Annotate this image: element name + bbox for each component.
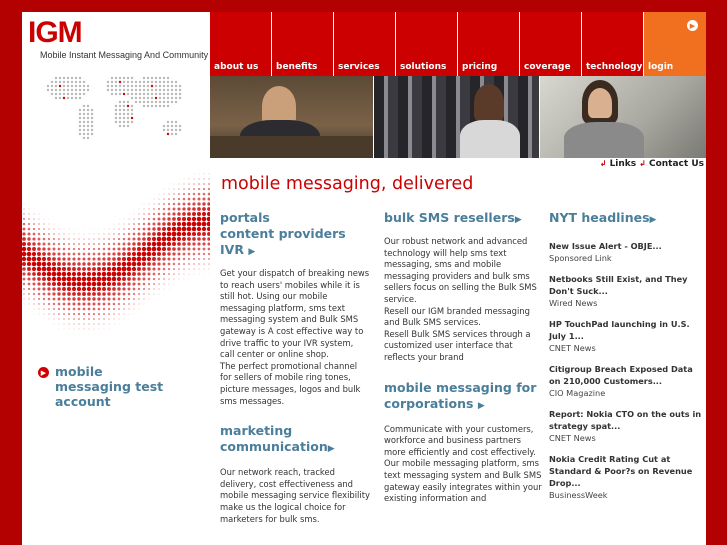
marketing-body: Our network reach, tracked delivery, cost effectiveness and mobile messaging service flexibility make us the logical choice for marketers for bulk sms. [220,467,370,524]
corner-arrow-icon: ↲ [639,159,646,168]
triangle-right-icon: ▶ [248,247,256,257]
top-links [210,159,706,173]
nav-tab-benefits[interactable]: benefits [272,12,334,76]
test-account-link[interactable]: mobile messaging test account [55,364,164,409]
arrow-circle-icon: ▶ [38,367,49,378]
column-resellers [384,210,542,505]
triangle-right-icon: ▶ [649,215,657,225]
red-wave-graphic [22,162,210,362]
corporations-body: Communicate with your customers, workforce and business partners more efficiently and cost effectively. Our mobile messaging platform, sms text messaging system and Bulk SMS gateway easily integrates within your existing information and [384,423,542,504]
contact-us-link[interactable]: Contact Us [648,159,704,169]
logo[interactable]: IGM [28,16,82,49]
corporations-heading[interactable]: mobile messaging for corporations ▶ [384,379,537,411]
news-item[interactable]: HP TouchPad launching in U.S. July 1... CNET News [549,319,690,353]
left-column [22,12,210,545]
nav-tab-technology[interactable]: technology [582,12,644,76]
world-map-graphic [38,66,198,152]
photo-sunglasses-shop [374,76,540,158]
column-portals [220,210,370,525]
corner-arrow-icon: ↲ [599,159,607,168]
nav-tab-coverage[interactable]: coverage [520,12,582,76]
triangle-right-icon: ▶ [514,215,522,225]
page-title: mobile messaging, delivered [221,174,474,194]
links-link[interactable]: Links [609,159,637,169]
nav-tab-services[interactable]: services [334,12,396,76]
nav-tab-about-us[interactable]: about us [210,12,272,76]
triangle-right-icon: ▶ [327,444,335,455]
page-frame [22,12,706,545]
news-item[interactable]: New Issue Alert - OBJE... Sponsored Link [549,241,662,263]
resellers-body: Our robust network and advanced technology will help sms text messaging, sms and mobile messaging providers and bulk sms sellers focus on selling the Bulk SMS service. Resell our IGM branded messaging and Bulk SMS services. Resell Bulk SMS services through a customized user interface that reflects your brand [384,236,537,362]
arrow-circle-icon: ▶ [687,20,698,31]
tagline: Mobile Instant Messaging And Community [40,50,209,60]
nav-tab-solutions[interactable]: solutions [396,12,458,76]
nav-tab-pricing[interactable]: pricing [458,12,520,76]
main-nav [210,12,706,76]
photo-banner [210,76,706,158]
column-headlines [549,210,706,510]
resellers-heading[interactable]: bulk SMS resellers▶ [384,210,522,225]
news-item[interactable]: Citigroup Breach Exposed Data on 210,000 Customers... CIO Magazine [549,364,693,398]
marketing-heading[interactable]: marketing communication▶ [220,423,335,455]
portals-body: Get your dispatch of breaking news to reach users' mobiles while it is still hot. Using our mobile messaging platform, sms text messaging system and Bulk SMS gateway is A cost effective way to drive traffic to your IVR system, call center or online shop. The perfect promotional channel for sellers of mobile ring tones, picture messages, logos and bulk sms messages. [220,268,370,406]
news-item[interactable]: Report: Nokia CTO on the outs in strategy spat... CNET News [549,409,702,443]
headlines-heading[interactable]: NYT headlines▶ [549,210,657,225]
photo-news-anchor [210,76,374,158]
triangle-right-icon: ▶ [477,400,485,411]
news-list [549,240,706,501]
nav-tab-login[interactable]: ▶ login [644,12,706,76]
test-account-promo[interactable] [38,364,181,409]
news-item[interactable]: Nokia Credit Rating Cut at Standard & Poor?s on Revenue Drop... BusinessWeek [549,454,693,500]
portals-heading[interactable]: portals content providers IVR ▶ [220,210,346,257]
photo-woman-on-phone [540,76,706,158]
news-item[interactable]: Netbooks Still Exist, and They Don't Suck... Wired News [549,274,688,308]
